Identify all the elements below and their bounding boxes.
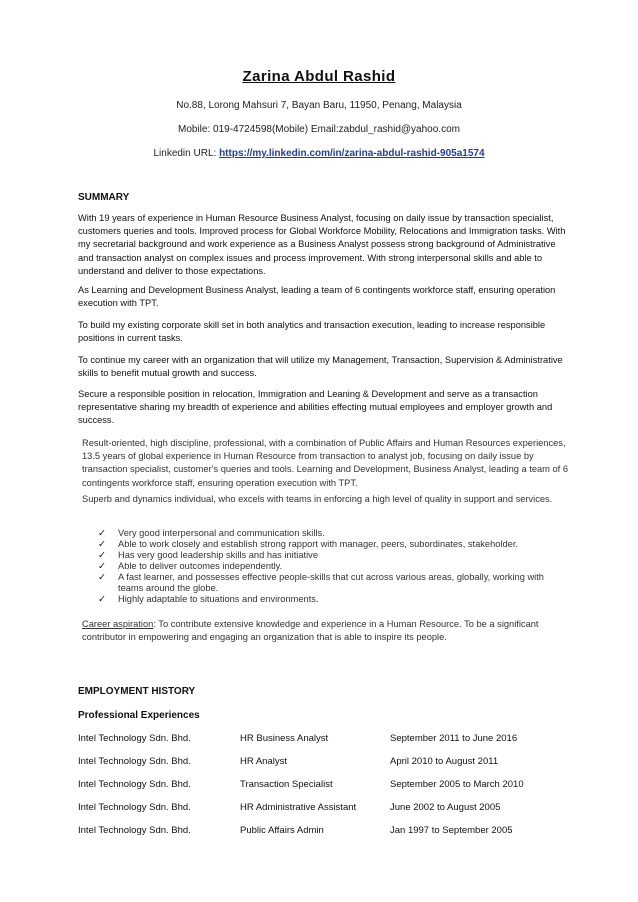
period-cell: Jan 1997 to September 2005 [390,825,513,836]
list-item: ✓ Has very good leadership skills and has initiative [98,550,318,560]
company-cell: Intel Technology Sdn. Bhd. [78,733,191,744]
table-row [78,802,558,816]
check-icon: ✓ [98,594,106,604]
list-item: ✓ A fast learner, and possesses effective people-skills that cut across various areas, globally, working with teams around the globe. [98,572,544,593]
period-cell: September 2011 to June 2016 [390,733,518,744]
strengths-list [98,528,568,605]
career-aspiration-text: : To contribute extensive knowledge and experience in a Human Resource. To be a significant contributor in empowering and engaging an organization that is able to inspire its people. [82,619,539,643]
summary-paragraph-6: Result-oriented, high discipline, professional, with a combination of Public Affairs and Human Resources experiences, 13.5 years of global experience in Human Resource from transaction to analyst job, focusing on daily issue by transaction specialist, customer's queries and tools. Learning and Development, Business Analyst, leading a team of 6 contingents workforce staff, ensuring operation execution with TPT. [82,438,569,488]
check-icon: ✓ [98,550,106,560]
summary-paragraph-5: Secure a responsible position in relocation, Immigration and Leaning & Development and serve as a transaction representative sharing my breadth of experience and abilities effecting mutual employees and employer growth and success. [78,389,553,426]
linkedin-link[interactable]: https://my.linkedin.com/in/zarina-abdul-rashid-905a1574 [219,148,485,159]
table-row [78,733,558,747]
summary-paragraph-2: As Learning and Development Business Analyst, leading a team of 6 contingents workforce staff, ensuring operation execution with TPT. [78,285,556,309]
period-cell: June 2002 to August 2005 [390,802,501,813]
employment-heading: EMPLOYMENT HISTORY [78,686,196,697]
summary-paragraph-1: With 19 years of experience in Human Resource Business Analyst, focusing on daily issue by transaction specialist, customers queries and tools. Improved process for Global Workforce Mobility, Relocations and Immigration tasks. With my secretarial background and work experience as a Business Analyst possess strong background of Administrative and transaction analyst on complex issues and process improvement. With strong interpersonal skills and able to understand and deliver to those expectations. [78,213,566,276]
check-icon: ✓ [98,572,106,582]
role-cell: HR Analyst [240,756,287,767]
check-icon: ✓ [98,561,106,571]
role-cell: Transaction Specialist [240,779,333,790]
career-aspiration [82,618,568,644]
table-row [78,756,558,770]
list-item: ✓ Very good interpersonal and communication skills. [98,528,325,538]
role-cell: HR Administrative Assistant [240,802,357,813]
summary-heading: SUMMARY [78,192,130,203]
table-row [78,825,558,839]
check-icon: ✓ [98,539,106,549]
linkedin-label: Linkedin URL: [153,148,220,159]
linkedin-line [0,148,638,159]
company-cell: Intel Technology Sdn. Bhd. [78,802,191,813]
list-item: ✓ Highly adaptable to situations and environments. [98,594,319,604]
summary-paragraph-3: To build my existing corporate skill set in both analytics and transaction execution, leading to increase responsible positions in current tasks. [78,320,546,344]
company-cell: Intel Technology Sdn. Bhd. [78,825,191,836]
experience-subheading: Professional Experiences [78,710,200,721]
role-cell: Public Affairs Admin [240,825,324,836]
role-cell: HR Business Analyst [240,733,329,744]
period-cell: April 2010 to August 2011 [390,756,499,767]
table-row [78,779,558,793]
summary-paragraph-4: To continue my career with an organization that will utilize my Management, Transaction, Supervision & Administrative skills to benefit mutual growth and success. [78,355,563,379]
period-cell: September 2005 to March 2010 [390,779,524,790]
contact-line: Mobile: 019-4724598(Mobile) Email:zabdul_rashid@yahoo.com [178,124,460,135]
career-aspiration-label: Career aspiration [82,619,154,629]
address-line: No.88, Lorong Mahsuri 7, Bayan Baru, 11950, Penang, Malaysia [176,100,462,111]
summary-paragraph-7: Superb and dynamics individual, who excels with teams in enforcing a high level of quality in support and services. [82,494,553,504]
list-item: ✓ Able to deliver outcomes independently. [98,561,283,571]
company-cell: Intel Technology Sdn. Bhd. [78,756,191,767]
candidate-name: Zarina Abdul Rashid [242,68,396,85]
company-cell: Intel Technology Sdn. Bhd. [78,779,191,790]
list-item: ✓ Able to work closely and establish strong rapport with manager, peers, subordinates, stakeholder. [98,539,518,549]
check-icon: ✓ [98,528,106,538]
